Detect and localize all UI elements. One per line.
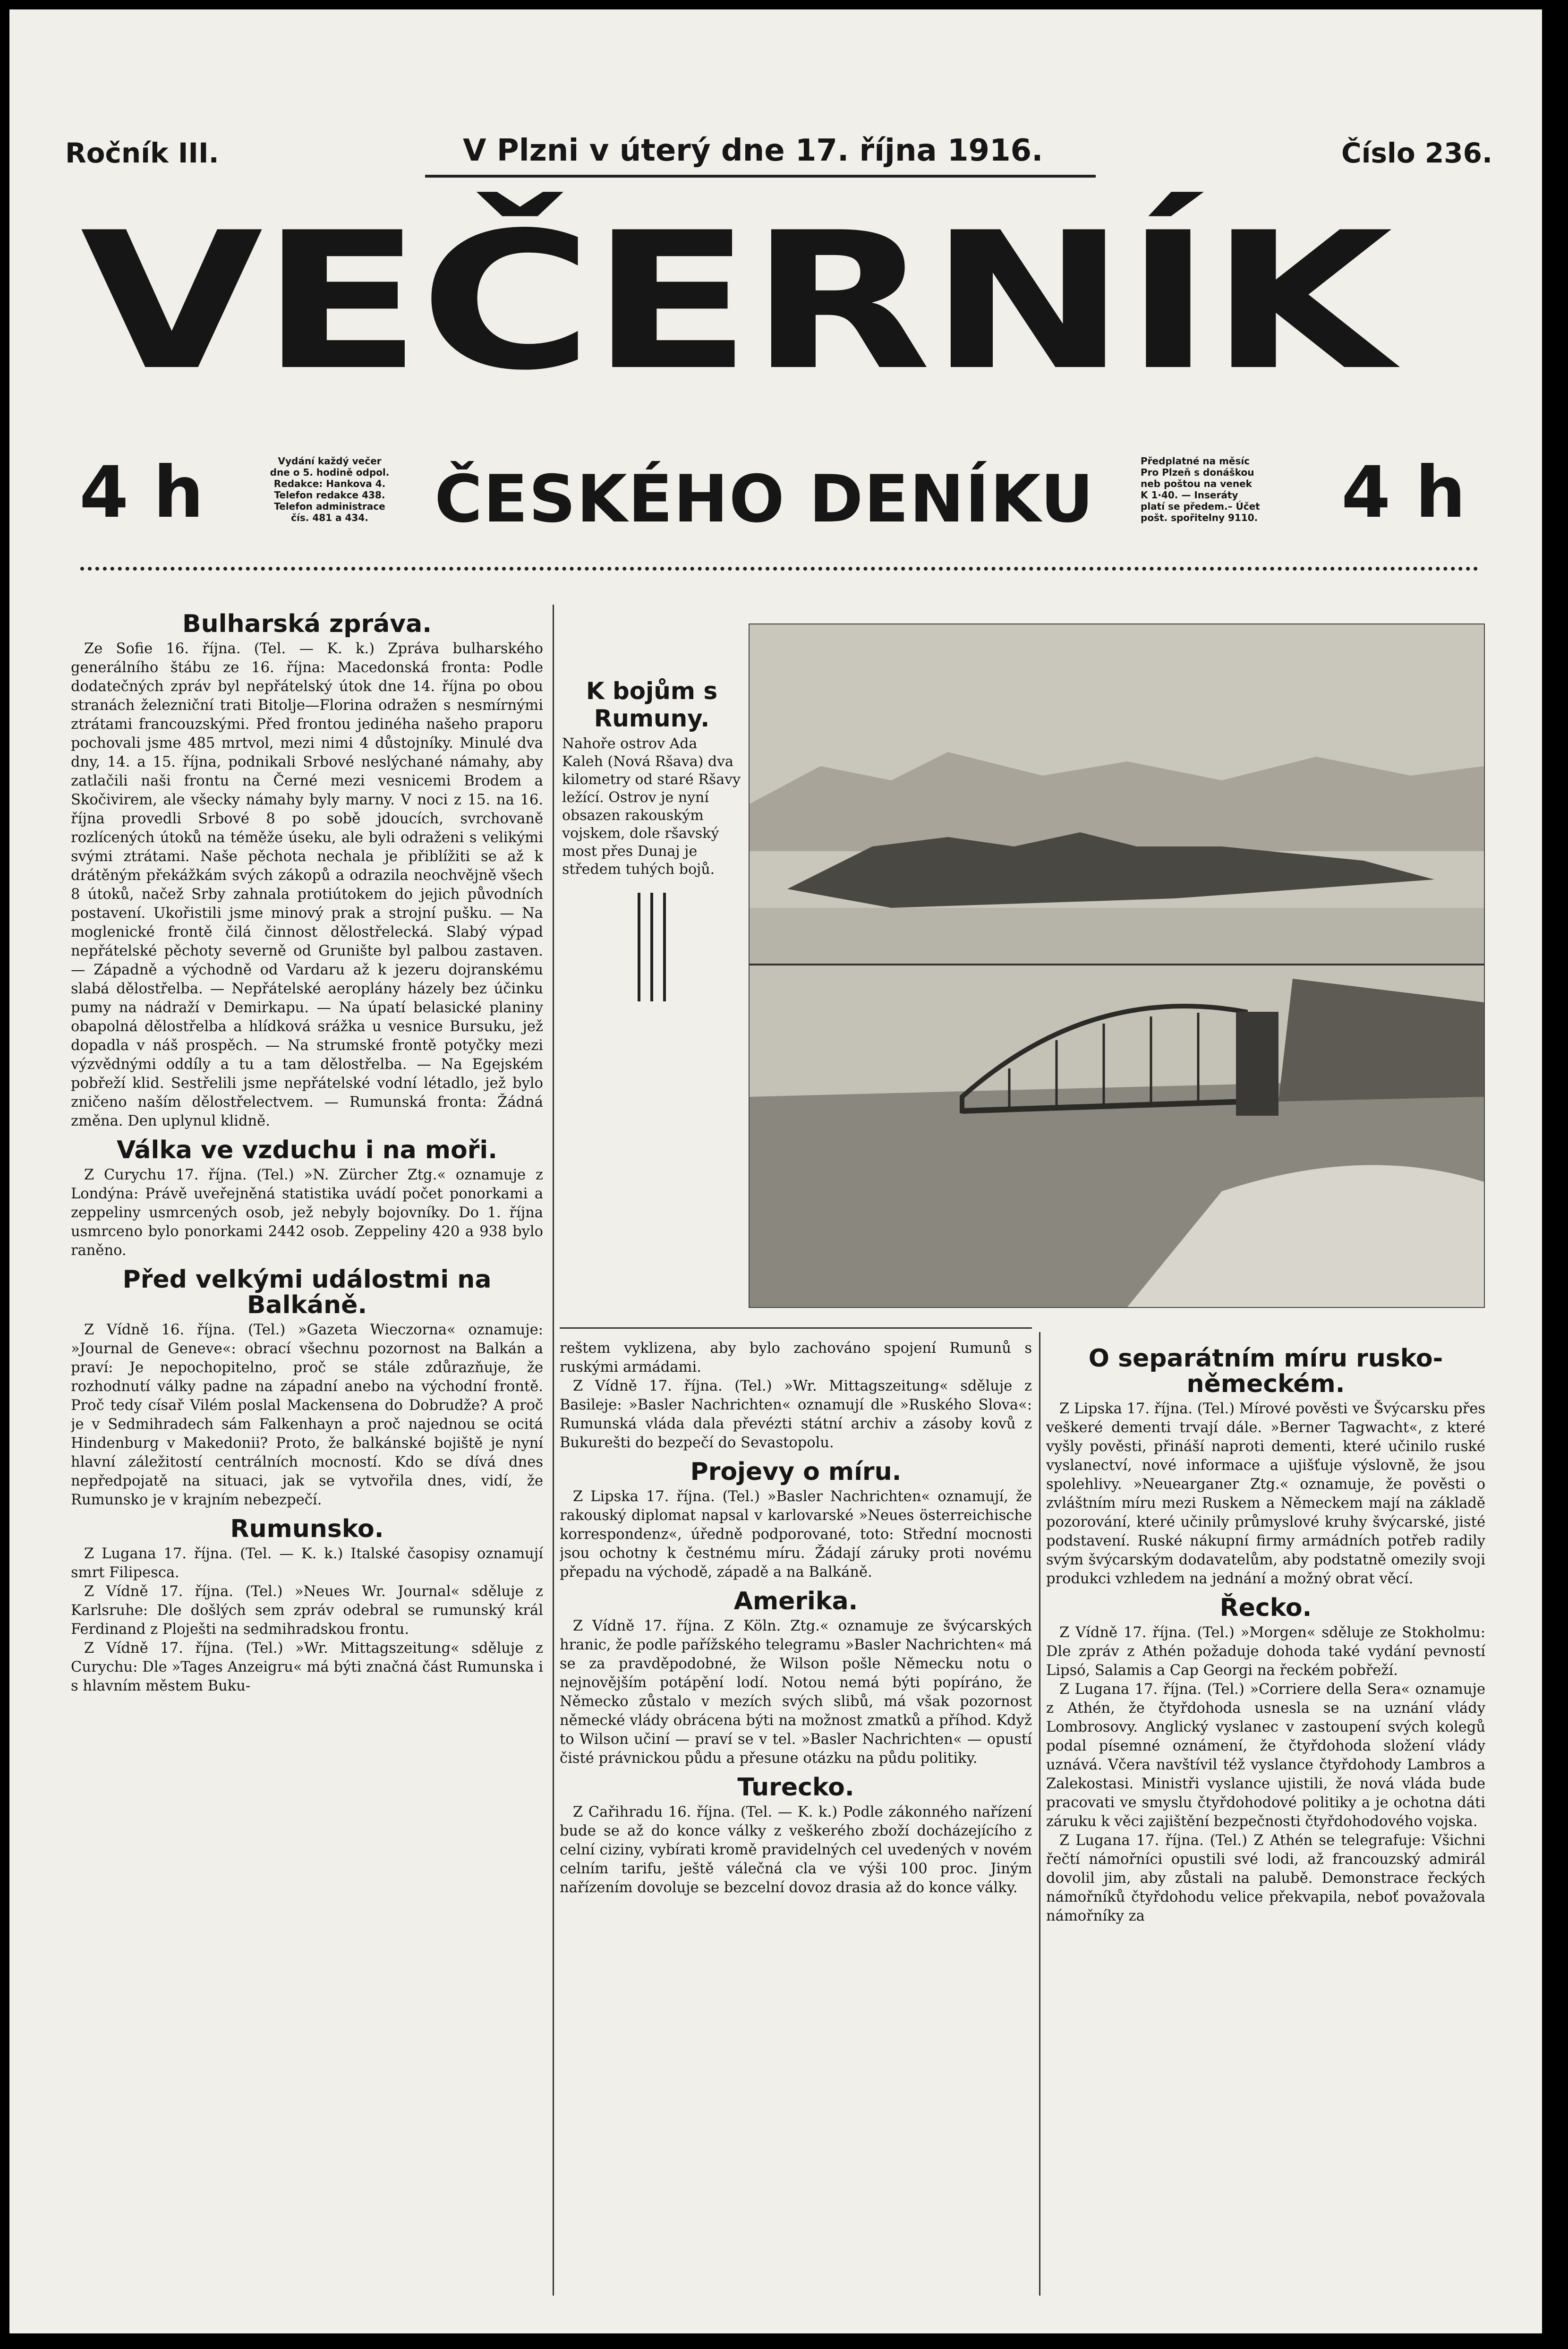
article-paragraph: Z Lugana 17. října. (Tel.) Z Athén se telegrafuje: Všichni řečtí námořníci opustili své lodi, až francouzský admirál dovolil jim, aby zůstali na palubě. Demonstrace řeckých námořníků čtyřdohodu velice překvapila, neboť považovala námořníky za xyxy=(1046,1832,1485,1924)
info-line: Telefon administrace xyxy=(274,501,385,512)
info-line: Redakce: Hankova 4. xyxy=(273,478,386,489)
column-divider xyxy=(553,605,554,2296)
article-paragraph: Z Vídně 17. října. (Tel.) »Morgen« sděluje ze Stokholmu: Dle zpráv z Athén požaduje dohoda také vydání pevností Lipsó, Salamis a Cap Georgi na řeckém pobřeží. xyxy=(1046,1624,1485,1679)
photo-panel xyxy=(749,624,1485,1308)
article-paragraph: Z Vídně 16. října. (Tel.) »Gazeta Wieczorna« oznamuje: »Journal de Geneve«: obrací všechnu pozornost na Balkán a praví: Je nepochopitelno, proč se stále zdůrazňuje, že rozhodnutí války padne na západní anebo na východní frontě. Proč tedy císař Vilém poslal Mackensena do Dobrudže? A proč je v Sedmihradech sám Falkenhayn a proč najednou se ocitá Hindenburg v Makedonii? Proto, že balkánské bojiště je nyní hlavní záležitostí centrálních mocností. Kdo se dívá dnes nepředpojatě na situaci, jak se vytvořila dnes, vidí, že Rumunsko je v krajním nebezpečí. xyxy=(71,1322,543,1508)
article-paragraph: Z Cařihradu 16. října. (Tel. — K. k.) Podle zákonného nařízení bude se až do konce války z veškerého zboží docházejícího z celní ciziny, vybírati kromě pravidelných cel uvedených v novém celním tarifu, ještě válečná cla ve výši 100 proc. Jiným nařízením dovoluje se bezcelní dovoz drasia až do konce války. xyxy=(560,1804,1032,1896)
article-paragraph: Z Lugana 17. října. (Tel.) »Corriere della Sera« oznamuje z Athén, že čtyřdohoda usnesla se na uznání vlády Lombrosovy. Anglický vyslanec v zastoupení svých kolegů podal písemné oznámení, že čtyřdohoda složení vlády uznává. Včera navštívil též vyslance čtyřdohody Lambros a Zalekostasi. Ministři vyslance ujistili, že nová vláda bude pracovati ve smyslu čtyřdohodové politiky a je ochotna dáti záruku k věci zajištění bezpečnosti čtyřdohodového vojska. xyxy=(1046,1681,1485,1830)
info-line: čís. 481 a 434. xyxy=(291,512,368,523)
issue-number: Číslo 236. xyxy=(1341,137,1492,169)
photo-illustration xyxy=(750,624,1484,1307)
headline-balkans: Před velkými událostmi na Balkáně. xyxy=(122,1265,492,1319)
article-paragraph: Z Vídně 17. října. Z Köln. Ztg.« oznamuje ze švýcarských hranic, že podle pařížského telegramu »Basler Nachrichten« má se za pravděpodobné, že Wilson pošle Německu notu o nejnovějším potápění lodí. Notou nemá býti popíráno, že Německo zůstalo v mezích svých slibů, má však pozornost německé vlády obrácena býti na možnost zmatků a příhod. Když to Wilson učiní — praví se v tel. »Basler Nachrichten« — opustí čisté právnickou půdu a přesune otázku na půdu politiky. xyxy=(560,1618,1032,1767)
info-line: Pro Plzeň s donáškou xyxy=(1141,467,1254,478)
masthead-subtitle: ČESKÉHO DENÍKU xyxy=(435,461,1095,537)
info-line: Vydání každý večer xyxy=(278,455,382,467)
masthead-divider xyxy=(80,567,1478,571)
article-paragraph: reštem vyklizena, aby bylo zachováno spojení Rumunů s ruskými armádami. xyxy=(560,1340,1032,1375)
info-line: pošt. spořitelny 9110. xyxy=(1141,512,1258,523)
headline-greece: Řecko. xyxy=(1219,1594,1312,1622)
info-line: Předplatné na měsíc xyxy=(1141,455,1250,467)
info-line: dne o 5. hodině odpol. xyxy=(270,467,390,478)
bridge-pier xyxy=(1236,1012,1278,1116)
volume-label: Ročník III. xyxy=(65,137,219,169)
article-paragraph: Z Vídně 17. října. (Tel.) »Neues Wr. Journal« sděluje z Karlsruhe: Dle došlých sem zpráv odebral se rumunský král Ferdinand z Ploješti na sedmihradskou frontu. xyxy=(71,1583,543,1638)
headline-america: Amerika. xyxy=(733,1587,858,1615)
info-line: K 1·40. — Inseráty xyxy=(1141,489,1238,501)
headline-bulgarian-report: Bulharská zpráva. xyxy=(182,610,432,638)
masthead-title: VEČERNÍK xyxy=(80,192,1390,412)
info-line: Telefon redakce 438. xyxy=(274,489,385,501)
section-rule xyxy=(560,1327,1032,1329)
publication-info-box xyxy=(235,455,424,523)
date-underline xyxy=(425,175,1096,178)
subscription-info-box xyxy=(1141,455,1339,523)
headline-turkey: Turecko. xyxy=(737,1773,854,1802)
photo-caption-block xyxy=(562,671,741,1001)
price-right: 4 h xyxy=(1341,452,1466,534)
headline-romania: Rumunsko. xyxy=(230,1515,384,1543)
water-area xyxy=(750,908,1484,965)
newspaper-page xyxy=(9,9,1542,2333)
article-paragraph: Z Lipska 17. října. (Tel.) Mírové pověsti ve Švýcarsku přes veškeré dementi trvají dále. »Berner Tagwacht«, z které vyšly pověsti, přináší naproti dementi, které učinilo ruské vyslanectví, nové informace a ujišťuje výslovně, že jsou spolehlivy. »Neuearganer Ztg.« oznamuje, že pověsti o zvláštním míru mezi Ruskem a Německem mají na základě pozorování, které učinily průmyslové kruhy švýcarské, jisté podstavení. Ruské nákupní firmy armádních potřeb radily svým švýcarským dodavatelům, aby podstatně omezily svoji produkci vzhledem na jednání a možný obrat věcí. xyxy=(1046,1401,1485,1587)
date-line: V Plzni v úterý dne 17. října 1916. xyxy=(463,133,1043,168)
photo-caption: Nahoře ostrov Ada Kaleh (Nová Ršava) dva kilometry od staré Ršavy ležící. Ostrov je nyní obsazen rakouským vojskem, dole ršavský most přes Dunaj je středem tuhých bojů. xyxy=(562,735,741,878)
column-middle xyxy=(560,1339,1032,2303)
article-paragraph: Z Lipska 17. října. (Tel.) »Basler Nachrichten« oznamují, že rakouský diplomat napsal v karlovarské »Neues österreichische korrespondenz«, úředně podporované, toto: Střední mocnosti jsou ochotny k čestnému míru. Žádají záruky proti novému přepadu na východě, západě a na Balkáně. xyxy=(560,1488,1032,1580)
headline-air-sea-war: Válka ve vzduchu i na moři. xyxy=(117,1136,497,1164)
headline-peace-statements: Projevy o míru. xyxy=(690,1458,902,1486)
headline-romania-battles: K bojům s Rumuny. xyxy=(586,677,718,732)
article-paragraph: Z Vídně 17. října. (Tel.) »Wr. Mittagszeitung« sděluje z Curychu: Dle »Tages Anzeigru« má býti značná část Rumunska i s hlavním městem Buku- xyxy=(71,1640,543,1694)
article-paragraph: Ze Sofie 16. října. (Tel. — K. k.) Zpráva bulharského generálního štábu ze 16. října: Macedonská fronta: Podle dodatečných zpráv byl nepřátelský útok dne 14. října po obou stranách železniční trati Bitolje—Florina odražen s nesmírnými ztrátami francouzskými. Před frontou jedinéha našeho praporu pochovali jsme 485 mrtvol, mezi nimi 4 důstojníky. Minulé dva dny, 14. a 15. října, podnikali Srbové neslýchané námahy, aby zatlačili naši frontu na Černé mezi vesnicemi Brodem a Skočivirem, ale všecky námahy byly marny. V noci z 15. na 16. října provedli Srbové 8 po sobě jdoucích, svrchovaně rozlícených útoků na téměže úseku, ale byli odraženi s velikými svými ztrátami. Naše pěchota nechala je přiblížiti se až k drátěným překážkám svých zákopů a odrazila neochvějně všech 8 útoků, načež Srby zahnala protiútokem do jejich původních postavení. Ukořistili jsme minový prak a strojní pušku. — Na moglenické frontě čilá činnost dělostřelecká. Slabý výpad nepřátelské pěchoty severně od Grunište byl palbou zastaven. — Západně a východně od Vardaru až k jezeru dojranskému slabá dělostřelba. — Nepřátelské aeroplány házely bez účinku pumy na nádraží v Demirkapu. — Na úpatí belasické planiny obapolná dělostřelba a hlídková srážka u vesnice Bursuku, jež dopadla v náš prospěch. — Na strumské frontě potyčky mezi výzvědnými oddíly a tu a tam dělostřelba. — Na Egejském pobřeží klid. Sestřelili jsme nepřátelské vodní létadlo, jež bylo zničeno naším dělostřelectvem. — Rumunská fronta: Žádná změna. Den uplynul klidně. xyxy=(71,641,543,1129)
column-divider xyxy=(1039,1332,1040,2296)
article-paragraph: Z Lugana 17. října. (Tel. — K. k.) Italské časopisy oznamují smrt Filipesca. xyxy=(71,1546,543,1581)
article-paragraph: Z Curychu 17. října. (Tel.) »N. Zürcher Ztg.« oznamuje z Londýna: Právě uveřejněná statistika uvádí počet ponorkami a zeppeliny usmrcených osob, jež nebyly bojovníky. Do 1. října usmrceno bylo ponorkami 2442 osob. Zeppeliny 420 a 938 bylo raněno. xyxy=(71,1167,543,1259)
column-right xyxy=(1046,1339,1485,2303)
info-line: neb poštou na venek xyxy=(1141,478,1252,489)
article-paragraph: Z Vídně 17. října. (Tel.) »Wr. Mittagszeitung« sděluje z Basileje: »Basler Nachrichten« oznamují dle »Ruského Slova«: Rumunská vláda dala převézti státní archiv a zásoby kovů z Bukurešti do bezpečí do Sevastopolu. xyxy=(560,1378,1032,1451)
column-left xyxy=(71,605,543,2305)
info-line: platí se předem.– Účet xyxy=(1141,501,1260,512)
price-left: 4 h xyxy=(79,452,204,534)
caption-ornament xyxy=(638,893,666,1001)
headline-separate-peace: O separátním míru rusko-německém. xyxy=(1088,1344,1443,1398)
